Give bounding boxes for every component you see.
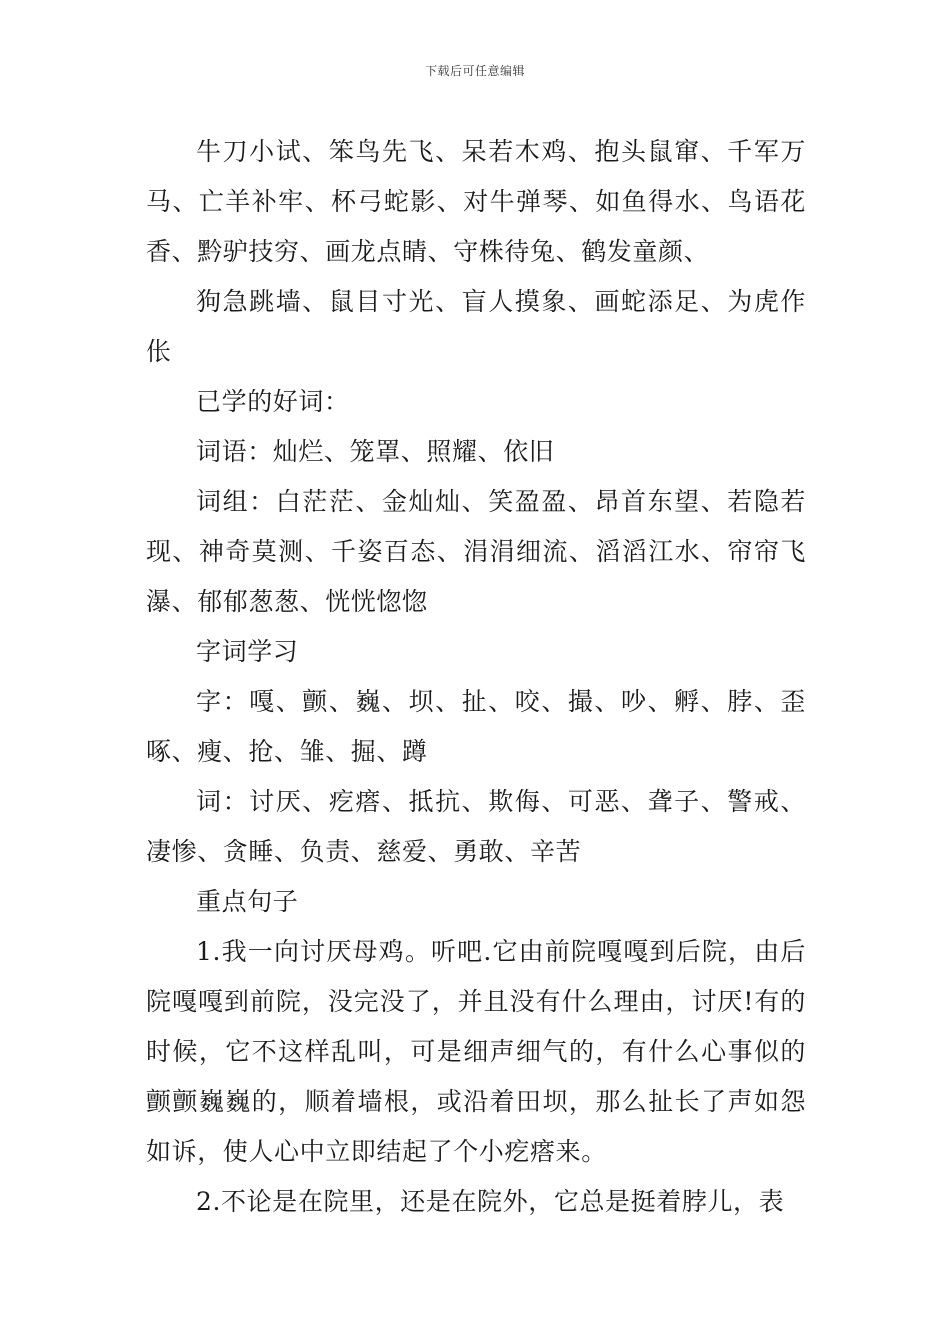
page-header-note: 下载后可任意编辑: [424, 64, 525, 78]
learned-words-heading: 已学的好词：: [196, 387, 350, 416]
key-sentence-2: 2.不论是在院里，还是在院外，它总是挺着脖儿，表: [196, 1187, 785, 1216]
phrases-paragraph: 词组：白茫茫、金灿灿、笑盈盈、昂首东望、若隐若现、神奇莫测、千姿百态、涓涓细流、滔滔江水、帘帘飞瀑、郁郁葱葱、恍恍惚惚: [146, 487, 806, 616]
idiom-list-continued: 狗急跳墙、鼠目寸光、盲人摸象、画蛇添足、为虎作伥: [146, 287, 806, 366]
idiom-list-paragraph: 牛刀小试、笨鸟先飞、呆若木鸡、抱头鼠窜、千军万马、亡羊补牢、杯弓蛇影、对牛弹琴、如鱼得水、鸟语花香、黔驴技穷、画龙点睛、守株待兔、鹤发童颜、: [146, 137, 806, 266]
vocabulary-paragraph: 词：讨厌、疙瘩、抵抗、欺侮、可恶、聋子、警戒、凄惨、贪睡、负责、慈爱、勇敢、辛苦: [146, 787, 806, 866]
characters-paragraph: 字：嘎、颤、巍、坝、扯、咬、撮、吵、孵、脖、歪啄、瘦、抢、雏、掘、蹲: [146, 687, 806, 766]
vocabulary-study-heading: 字词学习: [196, 637, 299, 666]
document-body: [146, 127, 806, 1227]
words-paragraph: 词语：灿烂、笼罩、照耀、依旧: [196, 437, 555, 466]
key-sentence-1: 1.我一向讨厌母鸡。听吧.它由前院嘎嘎到后院，由后院嘎嘎到前院，没完没了，并且没有什么理由，讨厌!有的时候，它不这样乱叫，可是细声细气的，有什么心事似的颤颤巍巍的，顺着墙根，或沿着田坝，那么扯长了声如怨如诉，使人心中立即结起了个小疙瘩来。: [146, 937, 806, 1166]
key-sentences-heading: 重点句子: [196, 887, 299, 916]
